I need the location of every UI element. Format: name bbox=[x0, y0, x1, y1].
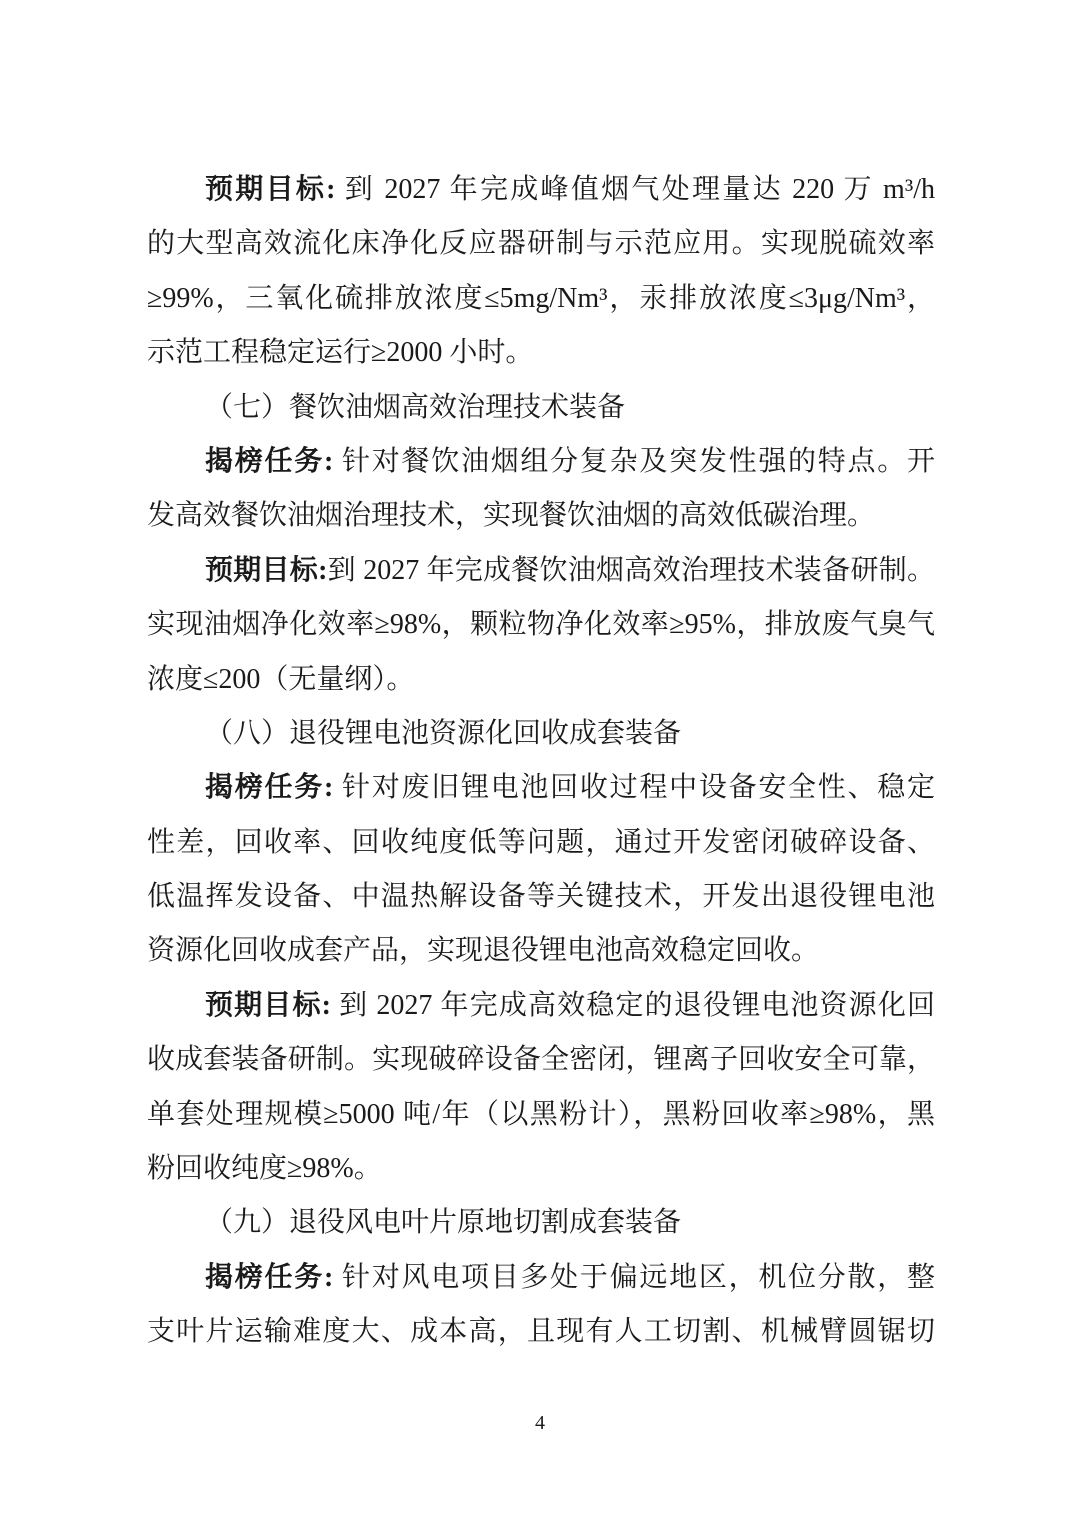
line-text: 针对餐饮油烟组分复杂及突发性强的特点。开 bbox=[333, 445, 935, 477]
line-text: 性差，回收率、回收纯度低等问题，通过开发密闭破碎设备、 bbox=[147, 826, 935, 858]
text-line bbox=[147, 768, 935, 822]
section-label: 预期目标: bbox=[205, 174, 336, 205]
text-line bbox=[147, 605, 935, 659]
page-number: 4 bbox=[535, 1412, 545, 1434]
line-text: 针对风电项目多处于偏远地区，机位分散，整 bbox=[333, 1261, 935, 1293]
line-text: （九）退役风电叶片原地切割成套装备 bbox=[205, 1207, 682, 1239]
line-text: 示范工程稳定运行≥2000 小时。 bbox=[147, 337, 534, 369]
text-line bbox=[147, 986, 935, 1040]
line-text: 到 2027 年完成峰值烟气处理量达 220 万 m³/h bbox=[335, 174, 935, 205]
text-line bbox=[147, 170, 935, 224]
line-text: 收成套装备研制。实现破碎设备全密闭，锂离子回收安全可靠， bbox=[147, 1044, 935, 1076]
line-text: 实现油烟净化效率≥98%，颗粒物净化效率≥95%，排放废气臭气 bbox=[147, 609, 935, 641]
text-line bbox=[147, 823, 935, 877]
text-line bbox=[147, 224, 935, 278]
text-line bbox=[147, 714, 935, 768]
line-text: 浓度≤200（无量纲）。 bbox=[147, 663, 415, 695]
text-line bbox=[147, 551, 935, 605]
text-line bbox=[147, 442, 935, 496]
text-line bbox=[147, 1040, 935, 1094]
line-text: 单套处理规模≥5000 吨/年（以黑粉计），黑粉回收率≥98%，黑 bbox=[147, 1098, 935, 1130]
section-label: 预期目标: bbox=[205, 554, 328, 586]
line-text: 资源化回收成套产品，实现退役锂电池高效稳定回收。 bbox=[147, 935, 820, 967]
line-text: ≥99%，三氧化硫排放浓度≤5mg/Nm³，汞排放浓度≤3μg/Nm³， bbox=[147, 282, 935, 314]
line-text: 低温挥发设备、中温热解设备等关键技术，开发出退役锂电池 bbox=[147, 881, 935, 913]
document-body bbox=[147, 170, 935, 1367]
line-text: 的大型高效流化床净化反应器研制与示范应用。实现脱硫效率 bbox=[147, 228, 935, 260]
section-label: 揭榜任务: bbox=[205, 1261, 334, 1293]
section-label: 揭榜任务: bbox=[205, 772, 334, 804]
line-text: 发高效餐饮油烟治理技术，实现餐饮油烟的高效低碳治理。 bbox=[147, 500, 876, 532]
line-text: 针对废旧锂电池回收过程中设备安全性、稳定 bbox=[333, 772, 935, 804]
line-text: 粉回收纯度≥98%。 bbox=[147, 1153, 382, 1185]
line-text: 到 2027 年完成餐饮油烟高效治理技术装备研制。 bbox=[327, 554, 935, 586]
text-line bbox=[147, 333, 935, 387]
text-line bbox=[147, 1258, 935, 1312]
text-line bbox=[147, 279, 935, 333]
text-line bbox=[147, 660, 935, 714]
text-line bbox=[147, 1095, 935, 1149]
section-label: 揭榜任务: bbox=[205, 445, 334, 477]
line-text: 支叶片运输难度大、成本高，且现有人工切割、机械臂圆锯切 bbox=[147, 1316, 935, 1348]
section-label: 预期目标: bbox=[205, 989, 331, 1021]
text-line bbox=[147, 496, 935, 550]
line-text: （七）餐饮油烟高效治理技术装备 bbox=[205, 391, 626, 423]
text-line bbox=[147, 388, 935, 442]
text-line bbox=[147, 1149, 935, 1203]
line-text: 到 2027 年完成高效稳定的退役锂电池资源化回 bbox=[330, 989, 935, 1021]
text-line bbox=[147, 877, 935, 931]
text-line bbox=[147, 1203, 935, 1257]
line-text: （八）退役锂电池资源化回收成套装备 bbox=[205, 717, 682, 749]
text-line bbox=[147, 1312, 935, 1366]
text-line bbox=[147, 931, 935, 985]
